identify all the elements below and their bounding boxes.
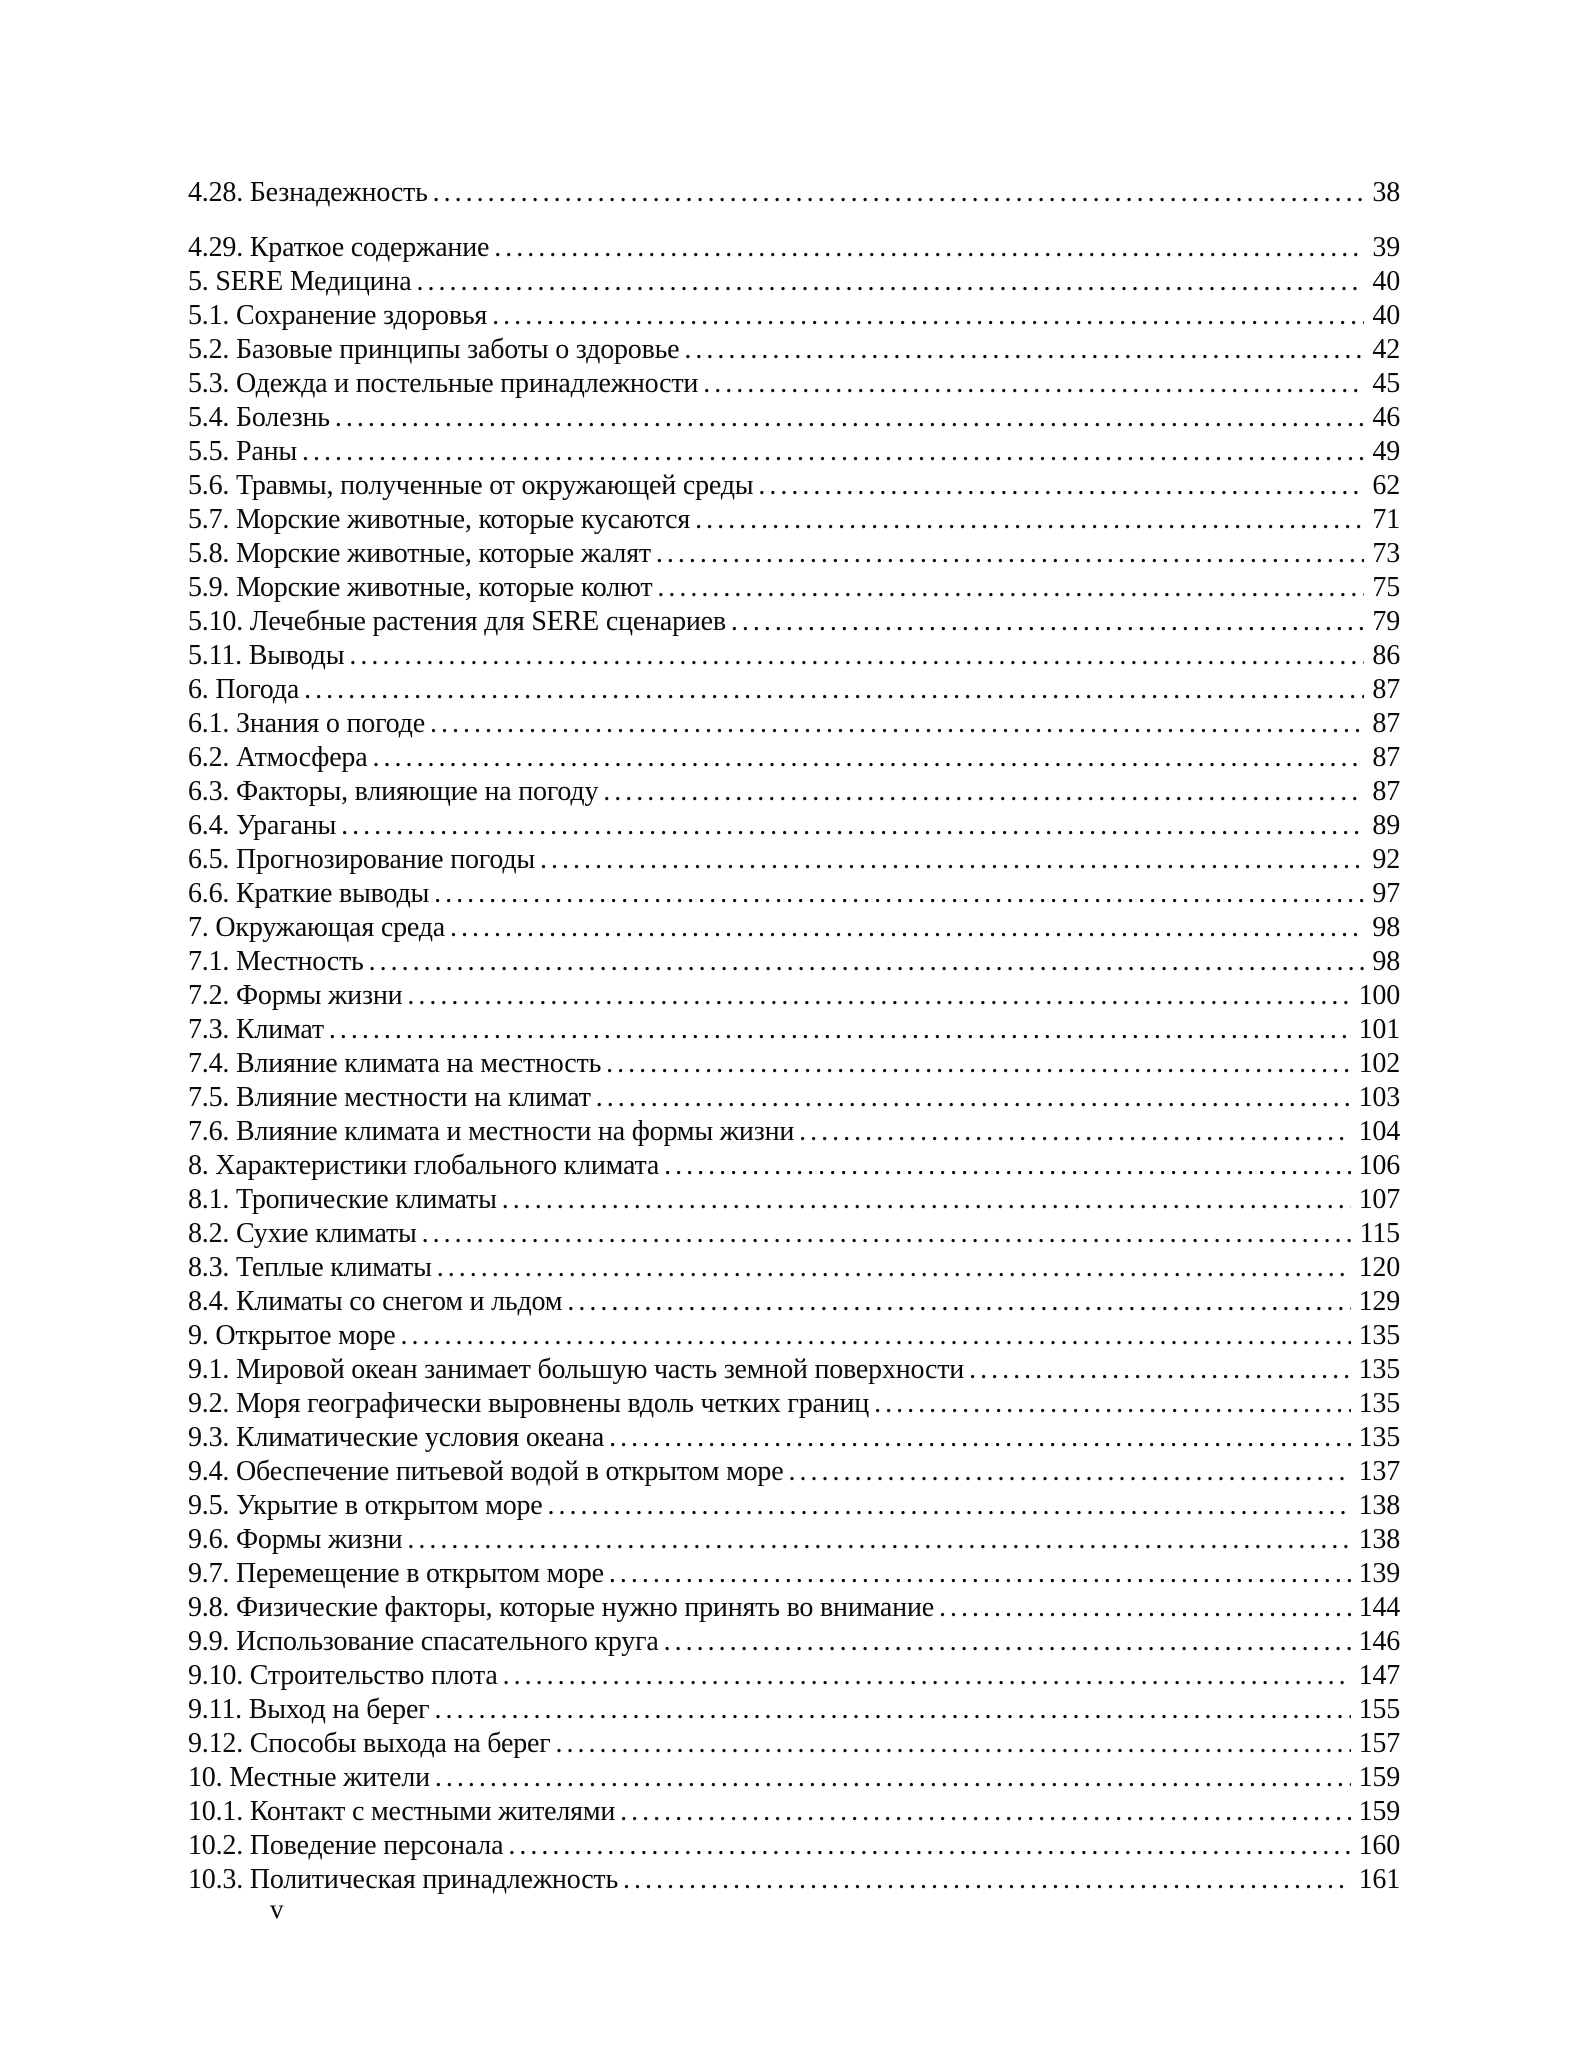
dot-leader xyxy=(304,673,1364,707)
toc-entry-page: 40 xyxy=(1372,300,1400,331)
toc-entry xyxy=(188,333,1400,367)
toc-entry-label: 7.4. Влияние климата на местность xyxy=(188,1048,602,1079)
toc-entry xyxy=(188,1693,1400,1727)
toc-entry xyxy=(188,1455,1400,1489)
dot-leader xyxy=(450,911,1364,945)
toc-entry xyxy=(188,1421,1400,1455)
dot-leader xyxy=(540,843,1364,877)
toc-entry xyxy=(188,1863,1400,1897)
toc-entry-label: 5.5. Раны xyxy=(188,436,297,467)
toc-entry-label: 8.3. Теплые климаты xyxy=(188,1252,432,1283)
toc-entry-label: 6.5. Прогнозирование погоды xyxy=(188,844,536,875)
dot-leader xyxy=(434,877,1364,911)
toc-entry-page: 102 xyxy=(1358,1048,1400,1079)
footer-page-number: v xyxy=(270,1894,284,1924)
toc-entry xyxy=(188,1727,1400,1761)
toc-entry-label: 6.3. Факторы, влияющие на погоду xyxy=(188,776,599,807)
dot-leader xyxy=(556,1727,1351,1761)
toc-entry-page: 115 xyxy=(1359,1218,1400,1249)
dot-leader xyxy=(874,1387,1351,1421)
dot-leader xyxy=(664,1625,1351,1659)
toc-entry xyxy=(188,1251,1400,1285)
toc-entry xyxy=(188,537,1400,571)
toc-entry xyxy=(188,911,1400,945)
toc-entry xyxy=(188,843,1400,877)
dot-leader xyxy=(369,945,1365,979)
toc-entry-page: 45 xyxy=(1372,368,1400,399)
toc-entry xyxy=(188,741,1400,775)
toc-entry-label: 9.3. Климатические условия океана xyxy=(188,1422,605,1453)
toc-entry-page: 101 xyxy=(1358,1014,1400,1045)
toc-entry xyxy=(188,1149,1400,1183)
toc-entry-page: 135 xyxy=(1358,1320,1400,1351)
toc-entry xyxy=(188,945,1400,979)
dot-leader xyxy=(799,1115,1350,1149)
toc-entry xyxy=(188,1489,1400,1523)
dot-leader xyxy=(430,707,1364,741)
dot-leader xyxy=(620,1795,1350,1829)
toc-entry xyxy=(188,877,1400,911)
dot-leader xyxy=(548,1489,1351,1523)
toc-entry xyxy=(188,1183,1400,1217)
toc-entry-label: 6.6. Краткие выводы xyxy=(188,878,430,909)
toc-entry-label: 7.2. Формы жизни xyxy=(188,980,403,1011)
dot-leader xyxy=(434,1693,1350,1727)
toc-entry-page: 146 xyxy=(1358,1626,1400,1657)
toc-entry xyxy=(188,1319,1400,1353)
toc-entry xyxy=(188,1829,1400,1863)
toc-entry-label: 9. Открытое море xyxy=(188,1320,396,1351)
toc-entry-label: 7.3. Климат xyxy=(188,1014,324,1045)
toc-entry-label: 5.11. Выводы xyxy=(188,640,345,671)
toc-entry-label: 7.1. Местность xyxy=(188,946,364,977)
dot-leader xyxy=(788,1455,1350,1489)
toc-entry-page: 159 xyxy=(1358,1796,1400,1827)
toc-entry-page: 159 xyxy=(1358,1762,1400,1793)
toc-entry-page: 155 xyxy=(1358,1694,1400,1725)
toc-entry-label: 8. Характеристики глобального климата xyxy=(188,1150,660,1181)
toc-entry xyxy=(188,401,1400,435)
toc-entry-label: 6.1. Знания о погоде xyxy=(188,708,425,739)
toc-entry xyxy=(188,605,1400,639)
toc-entry-page: 129 xyxy=(1358,1286,1400,1317)
toc-entry-label: 8.2. Сухие климаты xyxy=(188,1218,417,1249)
toc-entry xyxy=(188,775,1400,809)
toc-entry-page: 49 xyxy=(1372,436,1400,467)
toc-entry-page: 89 xyxy=(1372,810,1400,841)
dot-leader xyxy=(372,741,1364,775)
toc-entry-label: 9.10. Строительство плота xyxy=(188,1660,498,1691)
toc-entry-page: 62 xyxy=(1372,470,1400,501)
toc-entry xyxy=(188,1217,1400,1251)
dot-leader xyxy=(302,435,1364,469)
toc-entry-label: 5.4. Болезнь xyxy=(188,402,330,433)
toc-entry xyxy=(188,1013,1400,1047)
toc-entry xyxy=(188,435,1400,469)
toc-entry-page: 86 xyxy=(1372,640,1400,671)
dot-leader xyxy=(656,537,1364,571)
toc-entry-page: 46 xyxy=(1372,402,1400,433)
dot-leader xyxy=(603,775,1364,809)
toc-entry-label: 5.9. Морские животные, которые колют xyxy=(188,572,653,603)
toc-entry-page: 161 xyxy=(1358,1864,1400,1895)
toc-entry xyxy=(188,639,1400,673)
toc-entry-page: 103 xyxy=(1358,1082,1400,1113)
toc-entry xyxy=(188,503,1400,537)
toc-entry xyxy=(188,299,1400,333)
dot-leader xyxy=(623,1863,1351,1897)
toc-entry-label: 5.3. Одежда и постельные принадлежности xyxy=(188,368,699,399)
dot-leader xyxy=(684,333,1364,367)
toc-entry-page: 87 xyxy=(1372,742,1400,773)
toc-entry-page: 98 xyxy=(1372,946,1400,977)
toc-entry xyxy=(188,1795,1400,1829)
dot-leader xyxy=(433,176,1365,210)
toc-entry-page: 135 xyxy=(1358,1388,1400,1419)
toc-entry xyxy=(188,1557,1400,1591)
toc-entry-page: 100 xyxy=(1358,980,1400,1011)
dot-leader xyxy=(437,1251,1351,1285)
toc-entry xyxy=(188,1761,1400,1795)
toc-entry-page: 157 xyxy=(1358,1728,1400,1759)
toc-entry-label: 5.2. Базовые принципы заботы о здоровье xyxy=(188,334,680,365)
dot-leader xyxy=(609,1421,1350,1455)
toc-entry-page: 79 xyxy=(1372,606,1400,637)
toc-entry xyxy=(188,673,1400,707)
toc-entry-page: 104 xyxy=(1358,1116,1400,1147)
toc-entry xyxy=(188,176,1400,210)
toc-entry xyxy=(188,1353,1400,1387)
toc-entry xyxy=(188,265,1400,299)
toc-entry-page: 42 xyxy=(1372,334,1400,365)
dot-leader xyxy=(664,1149,1351,1183)
toc-entry xyxy=(188,979,1400,1013)
dot-leader xyxy=(508,1829,1350,1863)
dot-leader xyxy=(416,265,1364,299)
toc-entry-page: 97 xyxy=(1372,878,1400,909)
toc-entry-label: 10.2. Поведение персонала xyxy=(188,1830,504,1861)
dot-leader xyxy=(657,571,1364,605)
toc-entry-label: 8.1. Тропические климаты xyxy=(188,1184,497,1215)
dot-leader xyxy=(758,469,1364,503)
toc-entry-label: 6.2. Атмосфера xyxy=(188,742,368,773)
toc-entry-label: 7.5. Влияние местности на климат xyxy=(188,1082,591,1113)
toc-entry-label: 5.10. Лечебные растения для SERE сценариев xyxy=(188,606,726,637)
toc-entry-label: 9.5. Укрытие в открытом море xyxy=(188,1490,543,1521)
toc-entry-page: 87 xyxy=(1372,674,1400,705)
toc-entry-label: 10.3. Политическая принадлежность xyxy=(188,1864,619,1895)
dot-leader xyxy=(606,1047,1350,1081)
toc-entry-label: 5.6. Травмы, полученные от окружающей среды xyxy=(188,470,754,501)
toc-entry-page: 98 xyxy=(1372,912,1400,943)
toc-entry-label: 10.1. Контакт с местными жителями xyxy=(188,1796,616,1827)
dot-leader xyxy=(703,367,1364,401)
toc-entry-label: 5. SERE Медицина xyxy=(188,266,412,297)
toc-entry-label: 4.28. Безнадежность xyxy=(188,177,428,208)
toc-entry-label: 7. Окружающая среда xyxy=(188,912,446,943)
dot-leader xyxy=(335,401,1365,435)
toc-entry-page: 138 xyxy=(1358,1524,1400,1555)
toc-entry-page: 160 xyxy=(1358,1830,1400,1861)
dot-leader xyxy=(969,1353,1351,1387)
dot-leader xyxy=(435,1761,1351,1795)
toc-entry xyxy=(188,809,1400,843)
dot-leader xyxy=(492,299,1364,333)
toc-entry xyxy=(188,469,1400,503)
dot-leader xyxy=(596,1081,1351,1115)
dot-leader xyxy=(939,1591,1351,1625)
toc-entry-page: 135 xyxy=(1358,1422,1400,1453)
toc-entry-page: 87 xyxy=(1372,776,1400,807)
toc-entry-page: 40 xyxy=(1372,266,1400,297)
dot-leader xyxy=(407,1523,1350,1557)
toc-entry xyxy=(188,1591,1400,1625)
toc-entry-label: 5.1. Сохранение здоровья xyxy=(188,300,488,331)
toc-entry-label: 6.4. Ураганы xyxy=(188,810,337,841)
toc-entry-page: 39 xyxy=(1372,232,1400,263)
toc-entry-label: 9.12. Способы выхода на берег xyxy=(188,1728,551,1759)
dot-leader xyxy=(502,1183,1351,1217)
toc-entry-page: 144 xyxy=(1358,1592,1400,1623)
toc-entry-label: 8.4. Климаты со снегом и льдом xyxy=(188,1286,563,1317)
toc-entry-page: 87 xyxy=(1372,708,1400,739)
toc-entry-page: 135 xyxy=(1358,1354,1400,1385)
toc-entry-label: 5.7. Морские животные, которые кусаются xyxy=(188,504,691,535)
toc-entry-label: 10. Местные жители xyxy=(188,1762,430,1793)
toc-entry-page: 38 xyxy=(1372,177,1400,208)
toc-entry-label: 9.4. Обеспечение питьевой водой в открытом море xyxy=(188,1456,784,1487)
toc-entry xyxy=(188,367,1400,401)
dot-leader xyxy=(567,1285,1350,1319)
dot-leader xyxy=(329,1013,1351,1047)
dot-leader xyxy=(503,1659,1351,1693)
toc-entry-page: 137 xyxy=(1358,1456,1400,1487)
toc-entry xyxy=(188,1081,1400,1115)
toc-entry-page: 120 xyxy=(1358,1252,1400,1283)
toc-entry-label: 7.6. Влияние климата и местности на формы жизни xyxy=(188,1116,795,1147)
dot-leader xyxy=(731,605,1364,639)
dot-leader xyxy=(609,1557,1351,1591)
toc-entry xyxy=(188,1625,1400,1659)
toc-entry xyxy=(188,1523,1400,1557)
toc-entry xyxy=(188,1115,1400,1149)
toc-entry-label: 9.9. Использование спасательного круга xyxy=(188,1626,659,1657)
toc-entry xyxy=(188,1285,1400,1319)
toc-entry-page: 71 xyxy=(1372,504,1400,535)
toc-entry xyxy=(188,1387,1400,1421)
toc-entry-page: 107 xyxy=(1358,1184,1400,1215)
dot-leader xyxy=(695,503,1364,537)
toc-entry-page: 139 xyxy=(1358,1558,1400,1589)
dot-leader xyxy=(349,639,1364,673)
toc-entry-page: 73 xyxy=(1372,538,1400,569)
toc-entry xyxy=(188,571,1400,605)
toc-entry-label: 9.6. Формы жизни xyxy=(188,1524,403,1555)
toc-entry-label: 6. Погода xyxy=(188,674,300,705)
toc-entry-label: 5.8. Морские животные, которые жалят xyxy=(188,538,651,569)
toc-entry-label: 4.29. Краткое содержание xyxy=(188,232,490,263)
toc-entry xyxy=(188,231,1400,265)
toc-entry-page: 92 xyxy=(1372,844,1400,875)
toc-entry-label: 9.2. Моря географически выровнены вдоль четких границ xyxy=(188,1388,870,1419)
toc-entry-label: 9.8. Физические факторы, которые нужно принять во внимание xyxy=(188,1592,934,1623)
toc-entry-label: 9.11. Выход на берег xyxy=(188,1694,430,1725)
toc xyxy=(188,176,1400,1897)
dot-leader xyxy=(494,231,1364,265)
dot-leader xyxy=(400,1319,1350,1353)
toc-entry-page: 106 xyxy=(1358,1150,1400,1181)
dot-leader xyxy=(407,979,1350,1013)
toc-entry-page: 138 xyxy=(1358,1490,1400,1521)
toc-entry xyxy=(188,1047,1400,1081)
dot-leader xyxy=(341,809,1364,843)
toc-entry xyxy=(188,707,1400,741)
dot-leader xyxy=(422,1217,1352,1251)
toc-entry-label: 9.1. Мировой океан занимает большую часть земной поверхности xyxy=(188,1354,965,1385)
toc-entry-page: 147 xyxy=(1358,1660,1400,1691)
toc-entry-page: 75 xyxy=(1372,572,1400,603)
toc-entry-label: 9.7. Перемещение в открытом море xyxy=(188,1558,604,1589)
toc-entry xyxy=(188,1659,1400,1693)
